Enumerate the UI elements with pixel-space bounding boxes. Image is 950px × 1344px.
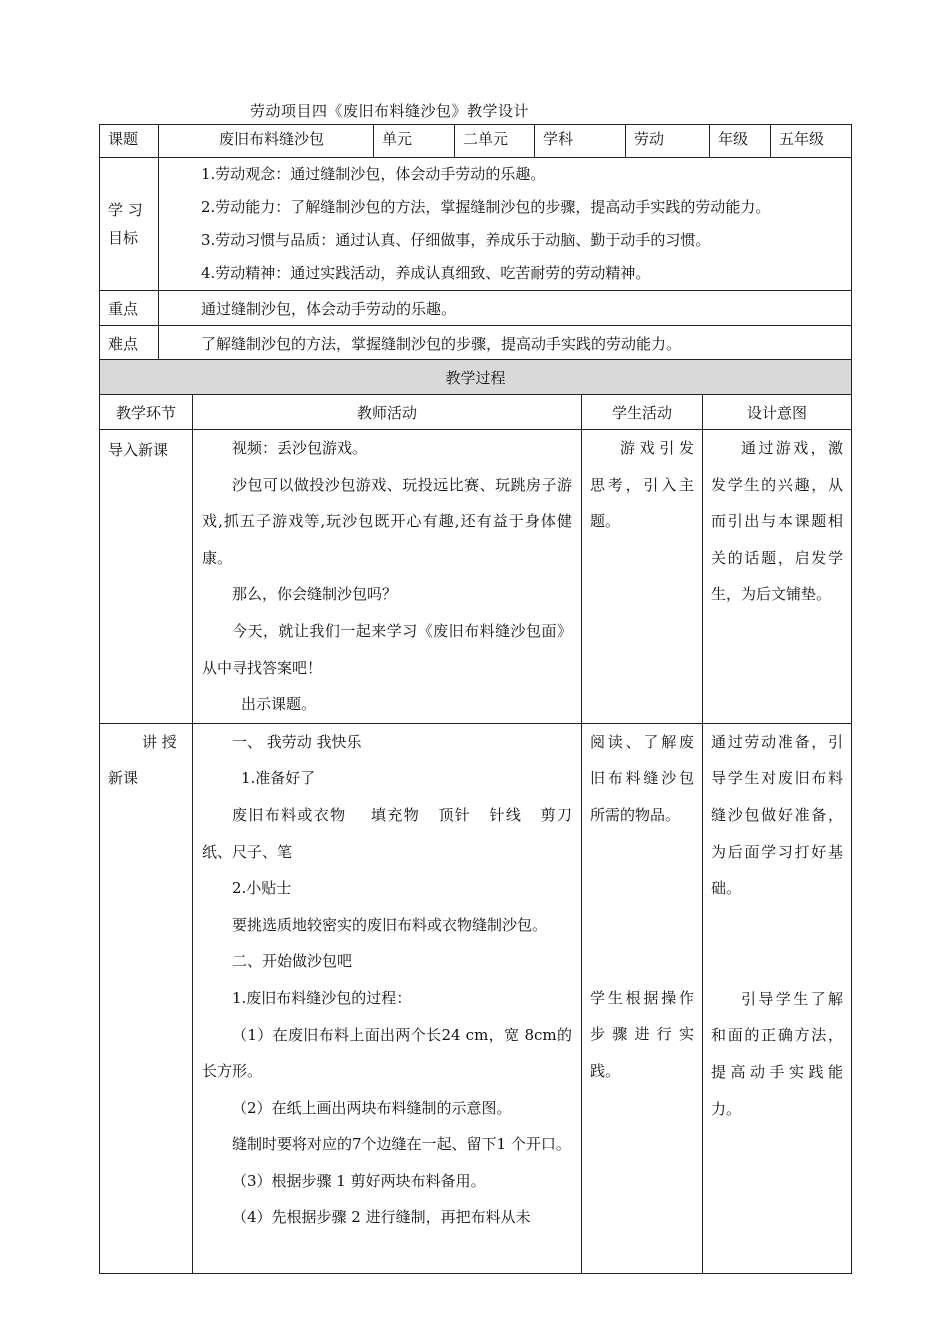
goals-label-line1: 学 习 (108, 201, 143, 219)
unit-label: 单元 (374, 125, 455, 158)
difficulty-value: 了解缝制沙包的方法，掌握缝制沙包的步骤，提高动手实践的劳动能力。 (159, 326, 852, 361)
intro-student (582, 430, 703, 724)
lecture-row (100, 723, 852, 1273)
col-header-teacher: 教师活动 (193, 395, 582, 430)
goal-item: 4.劳动精神：通过实践活动，养成认真细致、吃苦耐劳的劳动精神。 (201, 264, 651, 282)
lecture-stage-line1: 讲 授 (142, 732, 177, 751)
lecture-intent (703, 723, 852, 1273)
teacher-paragraph: 出示课题。 (241, 695, 317, 714)
difficulty-row (100, 326, 852, 361)
document-title: 劳动项目四《废旧布料缝沙包》教学设计 (250, 102, 530, 120)
design-intent-text: 引导学生了解和面的正确方法，提高动手实践能力。 (711, 989, 844, 1118)
lecture-student (582, 723, 703, 1273)
goal-item: 1.劳动观念：通过缝制沙包，体会动手劳动的乐趣。 (201, 165, 546, 183)
grade-label: 年级 (710, 125, 771, 158)
teacher-paragraph: 二、开始做沙包吧 (232, 952, 353, 971)
intro-row (100, 430, 852, 724)
teacher-paragraph: 那么，你会缝制沙包吗？ (232, 585, 398, 604)
goals-label-line2: 目标 (108, 229, 139, 247)
teacher-paragraph: （1）在废旧布料上面出两个长24 cm，宽 8cm的长方形。 (202, 1025, 572, 1081)
topic-value: 废旧布料缝沙包 (159, 125, 374, 158)
intro-teacher (193, 430, 582, 724)
teacher-paragraph: 缝制时要将对应的7个边缝在一起、留下1 个开口。 (232, 1135, 571, 1154)
subject-value: 劳动 (626, 125, 710, 158)
teacher-paragraph: 1.废旧布料缝沙包的过程： (232, 988, 412, 1007)
teacher-paragraph: 沙包可以做投沙包游戏、玩投远比赛、玩跳房子游戏,抓五子游戏等,玩沙包既开心有趣,还有益于身体健康。 (202, 475, 572, 567)
intro-stage (100, 430, 193, 724)
teacher-paragraph: （3）根据步骤 1 剪好两块布料备用。 (232, 1171, 486, 1190)
lecture-teacher (193, 723, 587, 1273)
info-table (99, 124, 852, 361)
goals-label (100, 158, 159, 291)
key-point-label: 重点 (100, 291, 159, 326)
lecture-stage-line2: 新课 (108, 769, 139, 788)
difficulty-label: 难点 (100, 326, 159, 361)
teacher-paragraph: （2）在纸上画出两块布料缝制的示意图。 (232, 1098, 512, 1117)
teacher-paragraph: 废旧布料或衣物 填充物 顶针 针线 剪刀 纸、尺子、笔 (202, 805, 587, 861)
teacher-paragraph: 1.准备好了 (241, 769, 316, 788)
info-row (100, 125, 852, 158)
col-header-intent: 设计意图 (703, 395, 852, 430)
col-header-stage: 教学环节 (100, 395, 193, 430)
teacher-paragraph: 一、 我劳动 我快乐 (232, 732, 362, 751)
process-section-title: 教学过程 (100, 360, 852, 395)
student-activity-text: 阅读、了解废旧布料缝沙包所需的物品。 (590, 732, 694, 824)
student-activity-text: 学生根据操作步骤进行实践。 (590, 988, 694, 1080)
design-intent-text: 通过劳动准备，引导学生对废旧布料缝沙包做好准备，为后面学习打好基础。 (711, 732, 844, 898)
process-section-header (100, 360, 852, 395)
goal-item: 2.劳动能力：了解缝制沙包的方法，掌握缝制沙包的步骤，提高动手实践的劳动能力。 (201, 198, 771, 216)
process-table (99, 359, 852, 1274)
goals-content (159, 158, 852, 291)
col-header-student: 学生活动 (582, 395, 703, 430)
process-column-headers (100, 395, 852, 430)
teacher-paragraph: 今天，就让我们一起来学习《废旧布料缝沙包面》从中寻找答案吧！ (202, 621, 572, 677)
teacher-paragraph: 要挑选质地较密实的废旧布料或衣物缝制沙包。 (232, 915, 548, 934)
student-activity-text: 游戏引发思考，引入主题。 (590, 439, 694, 531)
grade-value: 五年级 (771, 125, 852, 158)
unit-value: 二单元 (455, 125, 535, 158)
key-point-row (100, 291, 852, 326)
topic-label: 课题 (100, 125, 159, 158)
teacher-paragraph: 2.小贴士 (232, 879, 292, 898)
subject-label: 学科 (535, 125, 626, 158)
teacher-paragraph: （4）先根据步骤 2 进行缝制，再把布料从未 (232, 1208, 531, 1227)
intro-intent (703, 430, 852, 724)
key-point-value: 通过缝制沙包，体会动手劳动的乐趣。 (159, 291, 852, 326)
lecture-stage (100, 723, 193, 1273)
intro-stage-text: 导入新课 (108, 441, 169, 459)
teacher-paragraph: 视频：丢沙包游戏。 (232, 439, 368, 457)
goal-item: 3.劳动习惯与品质：通过认真、仔细做事，养成乐于动脑、勤于动手的习惯。 (201, 231, 711, 249)
design-intent-text: 通过游戏，激发学生的兴趣，从而引出与本课题相关的话题，启发学生，为后文铺垫。 (711, 439, 844, 604)
goals-row (100, 158, 852, 291)
